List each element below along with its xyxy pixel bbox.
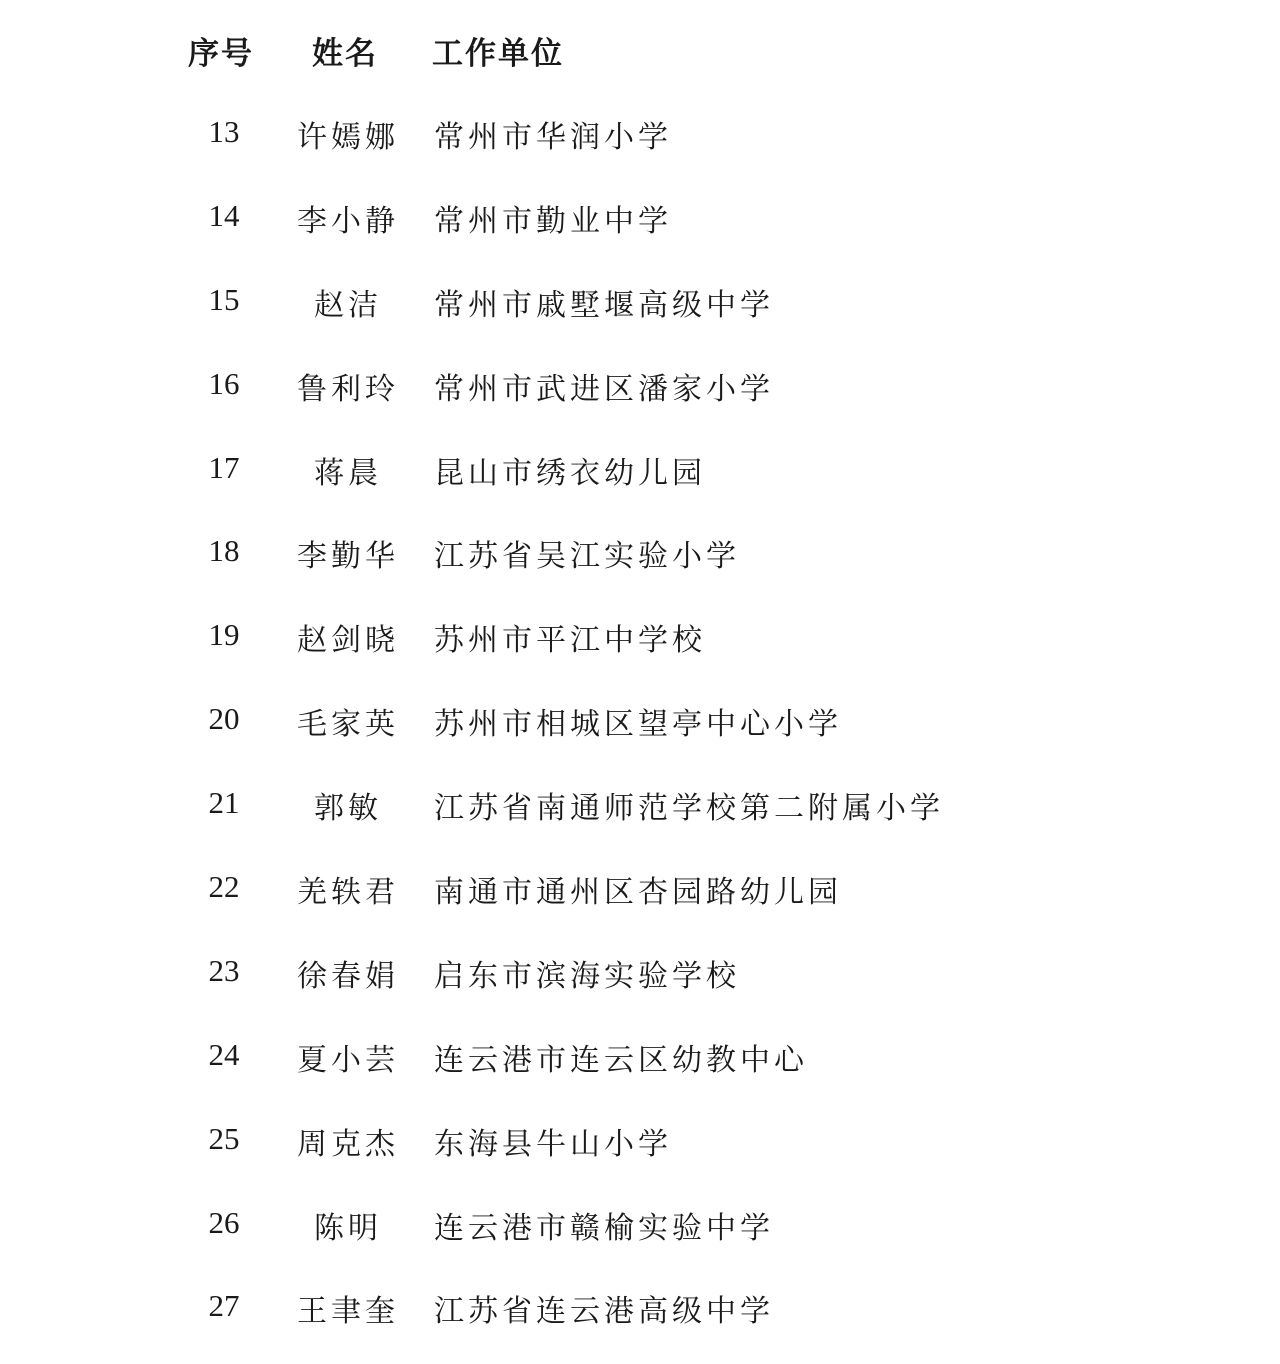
table-row [0,777,1280,861]
table-row [0,525,1280,609]
header-serial-number: 序号 [188,36,254,72]
work-unit-cell: 东海县牛山小学 [434,1126,672,1162]
header-name: 姓名 [312,36,378,72]
name-cell: 赵洁 [314,287,382,323]
table-row [0,1113,1280,1197]
serial-number-cell: 16 [208,365,240,401]
name-cell: 李小静 [297,203,399,239]
name-cell: 许嫣娜 [297,120,399,155]
serial-number-cell: 14 [208,197,240,233]
serial-number-cell: 17 [208,449,240,485]
work-unit-cell: 常州市华润小学 [434,120,672,155]
table-row [0,945,1280,1029]
work-unit-cell: 南通市通州区杏园路幼儿园 [434,875,842,911]
table-row [0,1197,1280,1281]
serial-number-cell: 13 [208,114,240,149]
serial-number-cell: 15 [208,281,240,317]
serial-number-cell: 20 [208,701,240,737]
table-row [0,693,1280,777]
serial-number-cell: 25 [208,1120,240,1156]
table-row [0,1029,1280,1113]
work-unit-cell: 江苏省连云港高级中学 [434,1294,774,1330]
name-cell: 羌轶君 [297,875,399,911]
serial-number-cell: 27 [208,1288,240,1324]
serial-number-cell: 23 [208,952,240,988]
work-unit-cell: 常州市武进区潘家小学 [434,371,774,407]
name-cell: 李勤华 [297,539,399,575]
serial-number-cell: 18 [208,533,240,569]
serial-number-cell: 19 [208,617,240,653]
serial-number-cell: 24 [208,1036,240,1072]
table-row [0,106,1280,190]
work-unit-cell: 苏州市平江中学校 [434,623,706,659]
table-row [0,274,1280,358]
header-work-unit: 工作单位 [432,36,564,72]
work-unit-cell: 昆山市绣衣幼儿园 [434,455,706,491]
table-row [0,1280,1280,1364]
work-unit-cell: 连云港市连云区幼教中心 [434,1042,808,1078]
serial-number-cell: 22 [208,869,240,905]
work-unit-cell: 苏州市相城区望亭中心小学 [434,707,842,743]
table-row [0,442,1280,526]
name-cell: 徐春娟 [297,958,399,994]
name-cell: 周克杰 [297,1126,399,1162]
table-row [0,609,1280,693]
name-cell: 王聿奎 [297,1294,399,1330]
work-unit-cell: 江苏省吴江实验小学 [434,539,740,575]
table-body [0,106,1280,1364]
table-row [0,190,1280,274]
table-row [0,358,1280,442]
work-unit-cell: 连云港市赣榆实验中学 [434,1210,774,1246]
table-header [0,22,1280,74]
name-cell: 陈明 [314,1210,382,1246]
name-cell: 夏小芸 [297,1042,399,1078]
name-cell: 鲁利玲 [297,371,399,407]
serial-number-cell: 26 [208,1204,240,1240]
name-cell: 蒋晨 [314,455,382,491]
work-unit-cell: 江苏省南通师范学校第二附属小学 [434,791,944,827]
serial-number-cell: 21 [208,785,240,821]
work-unit-cell: 常州市勤业中学 [434,203,672,239]
name-cell: 郭敏 [314,791,382,827]
name-cell: 毛家英 [297,707,399,743]
table-row [0,861,1280,945]
work-unit-cell: 启东市滨海实验学校 [434,958,740,994]
work-unit-cell: 常州市戚墅堰高级中学 [434,287,774,323]
name-cell: 赵剑晓 [297,623,399,659]
